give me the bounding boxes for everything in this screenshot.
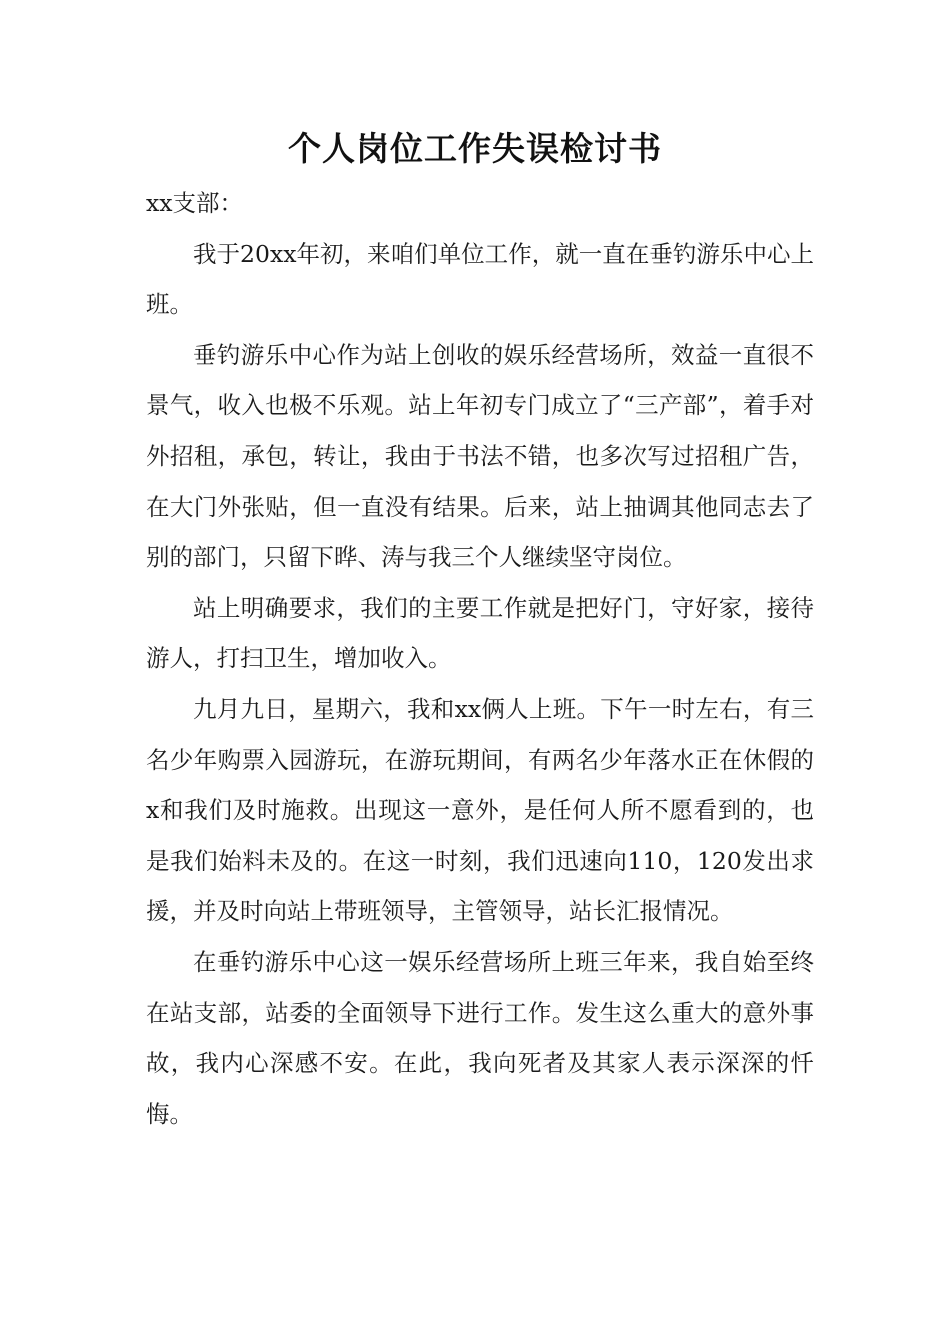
paragraph-1: 我于20xx年初，来咱们单位工作，就一直在垂钓游乐中心上班。 [146,239,814,319]
paragraph-4: 九月九日，星期六，我和xx俩人上班。下午一时左右，有三名少年购票入园游玩，在游玩期间，有两名少年落水正在休假的x和我们及时施救。出现这一意外，是任何人所不愿看到的，也是我们始料未及的。在这一时刻，我们迅速向110，120发出求援，并及时向站上带班领导，主管领导，站长汇报情况。 [146,694,814,926]
paragraph-2: 垂钓游乐中心作为站上创收的娱乐经营场所，效益一直很不景气，收入也极不乐观。站上年初专门成立了“三产部”，着手对外招租，承包，转让，我由于书法不错，也多次写过招租广告，在大门外张贴，但一直没有结果。后来，站上抽调其他同志去了别的部门，只留下晔、涛与我三个人继续坚守岗位。 [146,340,814,572]
paragraph-3: 站上明确要求，我们的主要工作就是把好门，守好家，接待游人，打扫卫生，增加收入。 [146,593,814,673]
salutation: xx支部： [146,189,244,217]
document-title: 个人岗位工作失误检讨书 [288,129,662,168]
paragraph-5: 在垂钓游乐中心这一娱乐经营场所上班三年来，我自始至终在站支部，站委的全面领导下进行工作。发生这么重大的意外事故，我内心深感不安。在此，我向死者及其家人表示深深的忏悔。 [146,947,814,1128]
document-body [146,178,814,1139]
